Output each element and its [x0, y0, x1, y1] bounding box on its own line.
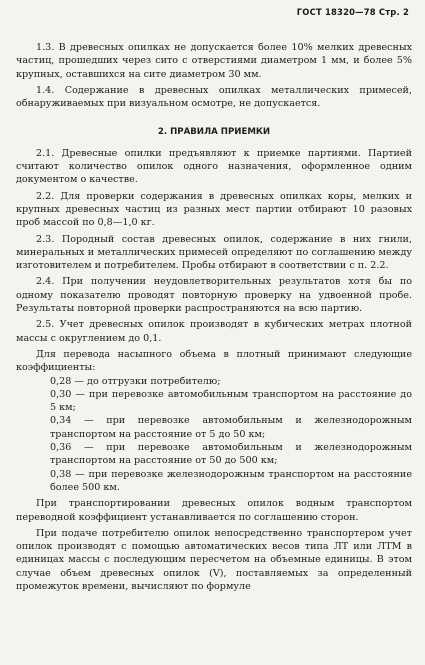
document-body	[16, 41, 412, 593]
coefficient-item: 0,28 — до отгрузки потребителю;	[50, 375, 221, 387]
coefficient-item: 0,38 — при перевозке железнодорожным транспортом на расстояние более 500 км.	[50, 468, 412, 493]
paragraph-conveyor: При подаче потребителю опилок непосредственно транспортером учет опилок производят с помощью автоматических весов типа ЛТ или ЛТМ в единицах массы с последующим пересчетом на объемные единицы. В этом случае объем древесных опилок (V), поставляемых за определенный промежуток времени, вычисляют по формуле	[16, 527, 412, 592]
paragraph-water-transport: При транспортировании древесных опилок водным транспортом переводной коэффициент устанавливается по соглашению сторон.	[16, 498, 412, 523]
paragraph-2-4: 2.4. При получении неудовлетворительных результатов хотя бы по одному показателю проводят повторную проверку на удвоенной пробе. Результаты повторной проверки распространяются на всю партию.	[16, 276, 412, 315]
paragraph-1-4: 1.4. Содержание в древесных опилках металлических примесей, обнаруживаемых при визуальном осмотре, не допускается.	[16, 84, 412, 110]
page-header: ГОСТ 18320—78 Стр. 2	[296, 7, 409, 17]
section-title: 2. ПРАВИЛА ПРИЕМКИ	[157, 127, 271, 138]
paragraph-2-1: 2.1. Древесные опилки предъявляют к приемке партиями. Партией считают количество опилок одного назначения, оформленное одним документом о качестве.	[16, 147, 412, 186]
coefficient-item: 0,34 — при перевозке автомобильным и железнодорожным транспортом на расстояние от 5 до 50 км;	[50, 415, 412, 440]
coefficient-item: 0,36 — при перевозке автомобильным и железнодорожным транспортом на расстояние от 50 до 500 км;	[50, 442, 412, 467]
paragraph-2-2: 2.2. Для проверки содержания в древесных опилках коры, мелких и крупных древесных частиц из разных мест партии отбирают 10 разовых проб массой по 0,8—1,0 кг.	[16, 190, 412, 229]
coefficient-item: 0,30 — при перевозке автомобильным транспортом на расстояние до 5 км;	[50, 388, 412, 414]
paragraph-coef-intro: Для перевода насыпного объема в плотный принимают следующие коэффициенты:	[16, 348, 412, 374]
paragraph-2-3: 2.3. Породный состав древесных опилок, содержание в них гнили, минеральных и металлических примесей определяют по соглашению между изготовителем и потребителем. Пробы отбирают в соответствии с п. 2.2.	[16, 233, 412, 272]
paragraph-1-3: 1.3. В древесных опилках не допускается более 10% мелких древесных частиц, прошедших через сито с отверстиями диаметром 1 мм, и более 5% крупных, оставшихся на сите диаметром 30 мм.	[16, 42, 412, 80]
paragraph-2-5: 2.5. Учет древесных опилок производят в кубических метрах плотной массы с округлением до 0,1.	[16, 319, 412, 344]
